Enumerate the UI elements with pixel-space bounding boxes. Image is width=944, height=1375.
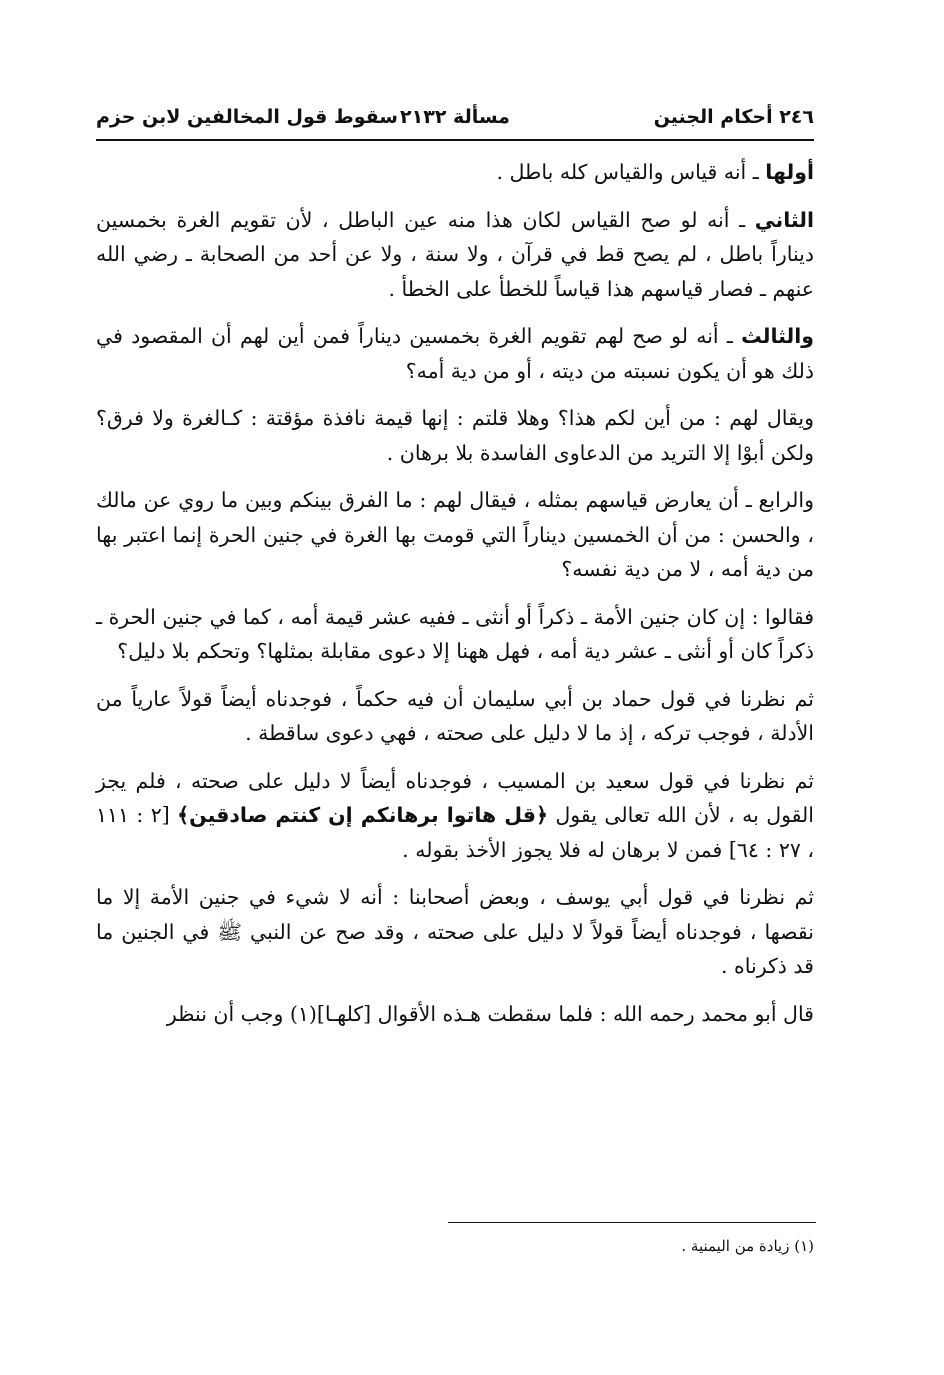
paragraph-fourth-argument: والرابع ـ أن يعارض قياسهم بمثله ، فيقال لهم : ما الفرق بينكم وبين ما روي عن مالك ، والحسن : من أن الخمسين ديناراً التي قومت بها الغرة في جنين الحرة إنما اعتبر بها من دية أمه ، لا من دية نفسه؟ — [96, 488, 814, 581]
header-book-page: ٢٤٦ أحكام الجنين — [653, 106, 814, 128]
paragraph-third-argument: والثالث ـ أنه لو صح لهم تقويم الغرة بخمسين ديناراً فمن أين لهم أن المقصود في ذلك هو أن يكون نسبته من ديته ، أو من دية أمه؟ — [96, 324, 814, 383]
paragraph-abu-muhammad: قال أبو محمد رحمه الله : فلما سقطت هـذه الأقوال [كلهـا](١) وجب أن ننظر — [166, 1001, 814, 1026]
paragraph-rebuttal: ويقال لهم : من أين لكم هذا؟ وهلا قلتم : إنها قيمة نافذة مؤقتة : كـالغرة ولا فرق؟ ولكن أبوْا إلا التريد من الدعاوى الفاسدة بلا برهان . — [96, 406, 814, 465]
footnote-divider — [448, 1222, 816, 1223]
header-divider — [96, 139, 814, 141]
paragraph-said-ibn-musayyib: ثم نظرنا في قول سعيد بن المسيب ، فوجدناه أيضاً لا دليل على صحته ، فلم يجز القول به ، لأن الله تعالى يقول ﴿قل هاتوا برهانكم إن كنتم صادقين﴾ [٢ : ١١١ ، ٢٧ : ٦٤] فمن لا برهان له فلا يجوز الأخذ بقوله . — [96, 768, 814, 862]
paragraph-abu-yusuf: ثم نظرنا في قول أبي يوسف ، وبعض أصحابنا : أنه لا شيء في جنين الأمة إلا ما نقصها ، فوجدناه أيضاً قولاً لا دليل على صحته ، وقد صح عن النبي ﷺ في الجنين ما قد ذكرناه . — [96, 885, 814, 978]
footnote: (١) زيادة من اليمنية . — [681, 1237, 814, 1255]
paragraph-their-statement: فقالوا : إن كان جنين الأمة ـ ذكراً أو أنثى ـ ففيه عشر قيمة أمه ، كما في جنين الحرة ـ ذكراً كان أو أنثى ـ عشر دية أمه ، فهل ههنا إلا دعوى مقابلة بمثلها؟ وتحكم بلا دليل؟ — [96, 604, 814, 663]
main-text — [96, 155, 814, 1044]
paragraph-first-argument: أولها ـ أنه قياس والقياس كله باطل . — [496, 160, 814, 184]
header-section-title: سقوط قول المخالفين لابن حزم — [96, 106, 398, 128]
quran-verse: ﴿قل هاتوا برهانكم إن كنتم صادقين﴾ — [177, 803, 548, 827]
running-header — [96, 100, 814, 136]
paragraph-hammad: ثم نظرنا في قول حماد بن أبي سليمان أن فيه حكماً ، فوجدناه أيضاً قولاً عارياً من الأدلة ، فوجب تركه ، إذ ما لا دليل على صحته ، فهي دعوى ساقطة . — [96, 686, 814, 745]
paragraph-second-argument: الثاني ـ أنه لو صح القياس لكان هذا منه عين الباطل ، لأن تقويم الغرة بخمسين ديناراً باطل ، لم يصح قط في قرآن ، ولا سنة ، ولا عن أحد من الصحابة ـ رضي الله عنهم ـ فصار قياسهم هذا قياساً للخطأ على الخطأ . — [96, 207, 814, 301]
header-issue-number: مسألة ٢١٣٢ — [400, 106, 510, 128]
